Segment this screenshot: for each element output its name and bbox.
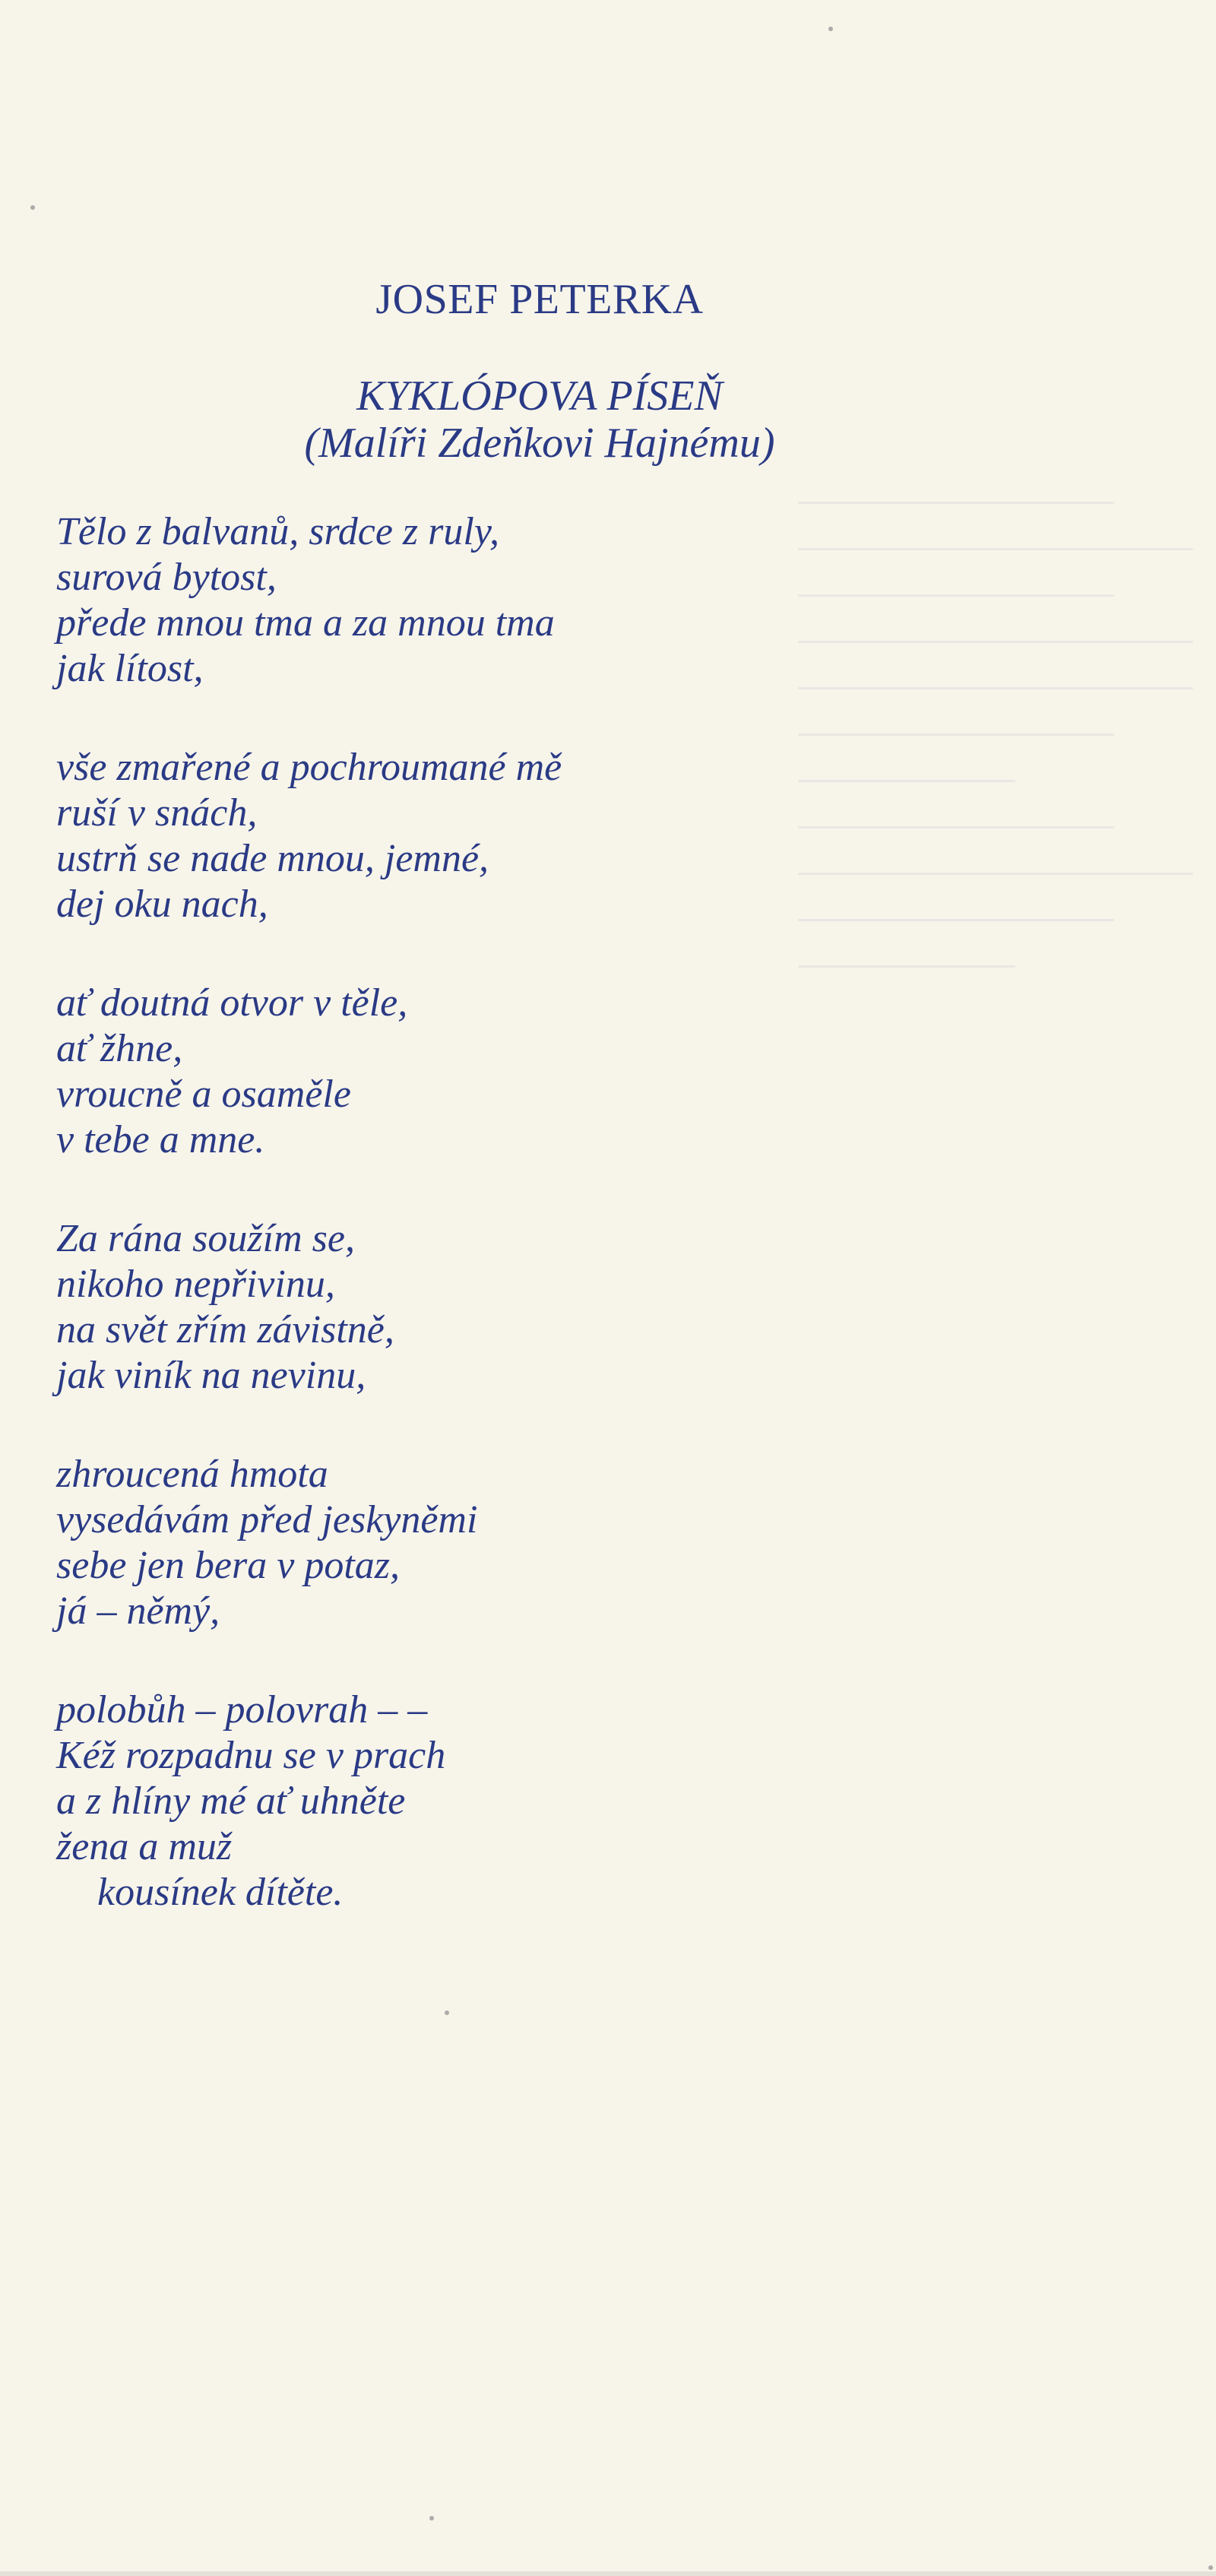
verse-line: nikoho nepřivinu, — [56, 1263, 335, 1306]
stanza — [56, 509, 740, 692]
verse-line: ať doutná otvor v těle, — [56, 981, 408, 1025]
verse-line: kousínek dítěte. — [97, 1871, 344, 1914]
stanza — [56, 981, 740, 1163]
poem-body — [56, 509, 740, 1969]
paper-speck — [30, 205, 35, 210]
ghost-line — [798, 594, 1114, 597]
stanza — [56, 1687, 740, 1915]
bleed-through-text — [798, 502, 1193, 1186]
ghost-line — [798, 826, 1114, 829]
verse-line: dej oku nach, — [56, 882, 268, 926]
verse-line: vysedávám před jeskyněmi — [56, 1498, 478, 1541]
ghost-line — [798, 502, 1114, 504]
ghost-line — [798, 873, 1193, 875]
author-name: JOSEF PETERKA — [375, 276, 704, 323]
verse-line: a z hlíny mé ať uhněte — [56, 1779, 406, 1823]
verse-line: jak lítost, — [56, 647, 204, 690]
verse-line: zhroucená hmota — [56, 1453, 328, 1496]
ghost-line — [798, 687, 1193, 689]
stanza — [56, 1452, 740, 1634]
verse-line: já – němý, — [56, 1589, 220, 1633]
poem-dedication: (Malíři Zdeňkovi Hajnému) — [304, 420, 775, 467]
paper-speck — [828, 27, 833, 31]
paper-speck — [1208, 2565, 1213, 2570]
verse-line: ať žhne, — [56, 1027, 183, 1070]
ghost-line — [798, 734, 1114, 736]
poem-title: KYKLÓPOVA PÍSEŇ — [356, 372, 723, 420]
stanza — [56, 745, 740, 927]
ghost-line — [798, 919, 1114, 921]
ghost-line — [798, 965, 1015, 968]
verse-line: vše zmařené a pochroumané mě — [56, 746, 562, 789]
verse-line: Kéž rozpadnu se v prach — [56, 1734, 446, 1777]
ghost-line — [798, 548, 1193, 550]
poem-title-inner — [305, 372, 775, 467]
scan-edge — [0, 2571, 1216, 2576]
ghost-line — [798, 780, 1015, 782]
verse-line: surová bytost, — [56, 556, 277, 599]
verse-line: ustrň se nade mnou, jemné, — [56, 837, 489, 880]
ghost-line — [798, 641, 1193, 643]
author-heading — [0, 275, 1216, 324]
verse-line: Za rána soužím se, — [56, 1217, 355, 1260]
verse-line: ruší v snách, — [56, 791, 258, 835]
paper-speck — [429, 2516, 434, 2521]
verse-line: jak viník na nevinu, — [56, 1354, 366, 1397]
verse-line: žena a muž — [56, 1825, 233, 1868]
stanza — [56, 1216, 740, 1399]
verse-line: přede mnou tma a za mnou tma — [56, 601, 555, 645]
poem-title-block — [0, 372, 1216, 467]
verse-line: vroucně a osaměle — [56, 1073, 351, 1116]
verse-line: Tělo z balvanů, srdce z ruly, — [56, 510, 500, 553]
verse-line: polobůh – polovrah – – — [56, 1688, 428, 1732]
verse-line: na svět zřím závistně, — [56, 1308, 394, 1351]
verse-line: v tebe a mne. — [56, 1118, 265, 1161]
verse-line: sebe jen bera v potaz, — [56, 1544, 401, 1587]
paper-speck — [445, 2010, 449, 2015]
